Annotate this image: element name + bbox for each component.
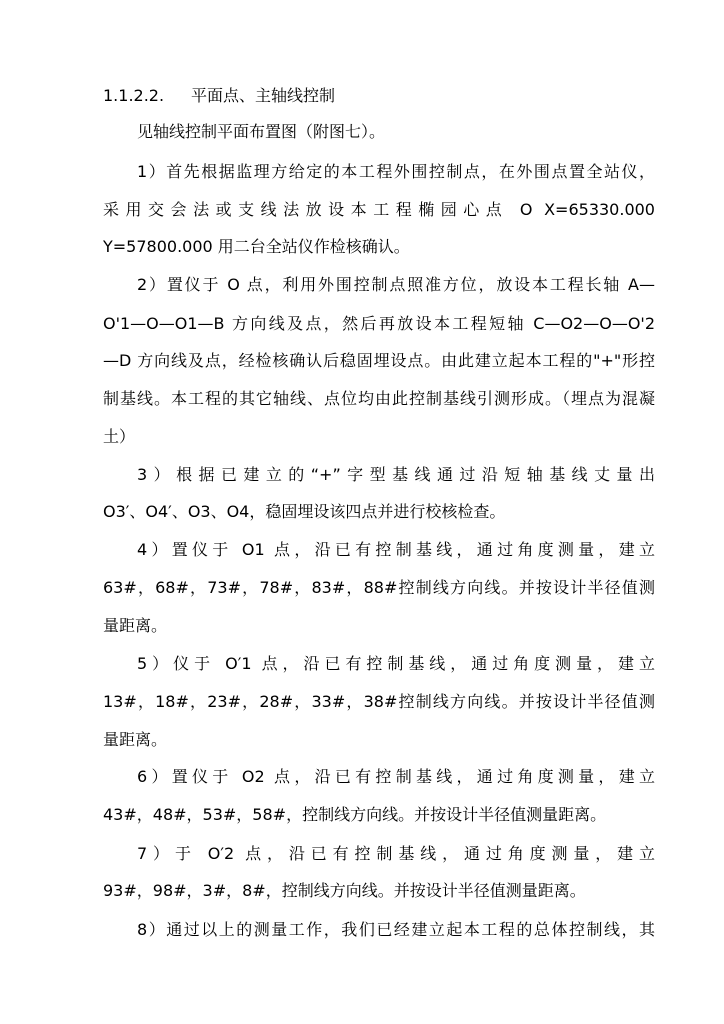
paragraph-line: —D 方向线及点，经检核确认后稳固埋设点。由此建立起本工程的"+"形控 <box>103 351 655 370</box>
paragraph-line: 43#，48#，53#，58#，控制线方向线。并按设计半径值测量距离。 <box>103 805 607 824</box>
paragraph-line: 3）根据已建立的“+”字型基线通过沿短轴基线丈量出 <box>137 465 655 484</box>
paragraph-line: 制基线。本工程的其它轴线、点位均由此控制基线引测形成。（埋点为混凝 <box>103 389 655 408</box>
paragraph-line: 量距离。 <box>103 616 168 635</box>
paragraph-line: 93#，98#，3#，8#，控制线方向线。并按设计半径值测量距离。 <box>103 881 586 900</box>
paragraph-line: 5）仪于 O′1 点，沿已有控制基线，通过角度测量，建立 <box>137 654 655 673</box>
paragraph-line: 土） <box>103 427 136 446</box>
paragraph-line: 1）首先根据监理方给定的本工程外围控制点，在外围点置全站仪， <box>137 162 655 181</box>
paragraph-line: 8）通过以上的测量工作，我们已经建立起本工程的总体控制线，其 <box>137 920 655 939</box>
paragraph-line: O3′、O4′、O3、O4，稳固埋设该四点并进行校核检查。 <box>103 502 506 521</box>
section-title: 平面点、主轴线控制 <box>191 86 336 105</box>
paragraph-line: 7）于 O′2 点，沿已有控制基线，通过角度测量，建立 <box>137 844 655 863</box>
paragraph-line: 见轴线控制平面布置图（附图七）。 <box>137 122 386 141</box>
paragraph-line: 2）置仪于 O 点，利用外围控制点照准方位，放设本工程长轴 A— <box>137 275 655 294</box>
section-number: 1.1.2.2. <box>103 86 165 105</box>
paragraph-line: Y=57800.000 用二台全站仪作检核确认。 <box>103 237 410 256</box>
paragraph-line: O'1—O—O1—B 方向线及点，然后再放设本工程短轴 C—O2—O—O'2 <box>103 314 655 333</box>
paragraph-line: 6）置仪于 O2 点，沿已有控制基线，通过角度测量，建立 <box>137 767 655 786</box>
paragraph-line: 4）置仪于 O1 点，沿已有控制基线，通过角度测量，建立 <box>137 540 655 559</box>
paragraph-line: 63#，68#，73#，78#，83#，88#控制线方向线。并按设计半径值测 <box>103 578 655 597</box>
paragraph-line: 量距离。 <box>103 730 168 749</box>
paragraph-line: 采用交会法或支线法放设本工程椭园心点 O X=65330.000 <box>103 200 655 219</box>
section-heading <box>103 82 655 110</box>
paragraph-line: 13#，18#，23#，28#，33#，38#控制线方向线。并按设计半径值测 <box>103 692 655 711</box>
